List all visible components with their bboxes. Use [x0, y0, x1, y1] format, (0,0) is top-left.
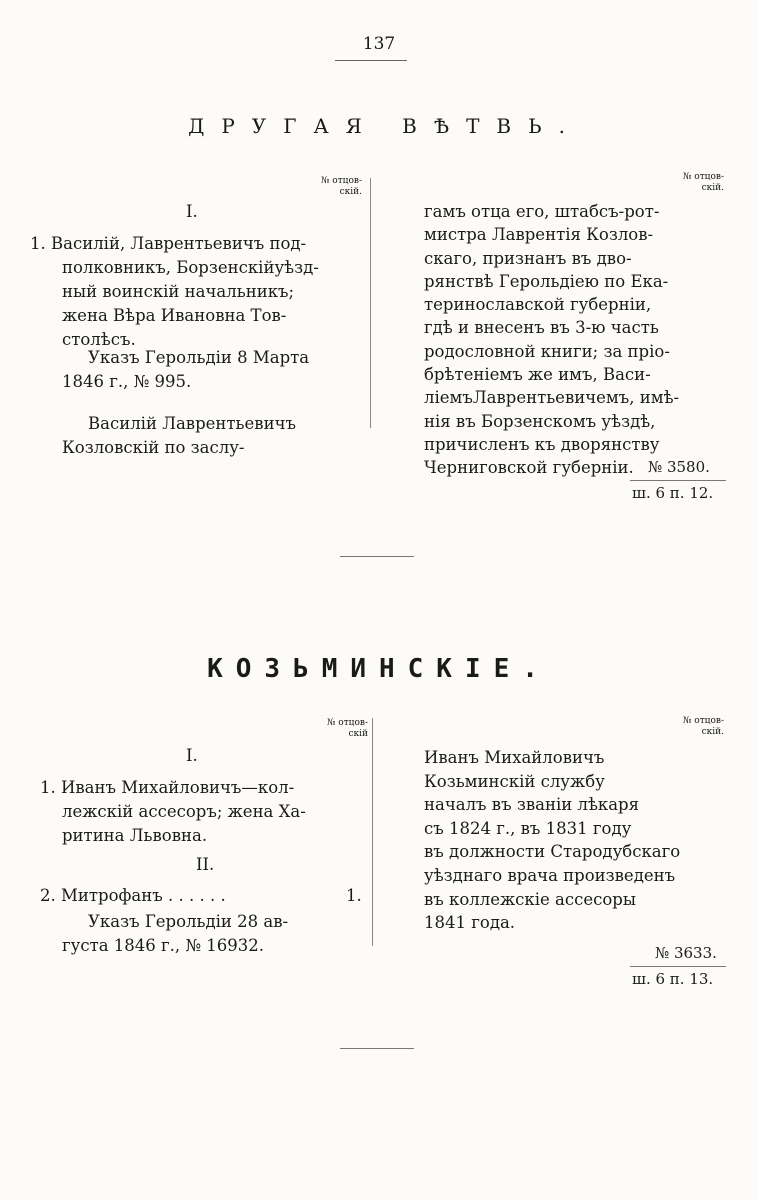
left-column-text: Василій Лаврентьевичъ Козловскій по заслу-: [62, 414, 296, 457]
archive-rule: [630, 480, 726, 481]
section-heading-kozminskie: КОЗЬМИНСКІЕ.: [207, 654, 551, 684]
top-rule: [335, 60, 407, 61]
generation-numeral: I.: [186, 746, 198, 765]
right-column-text: Иванъ Михайловичъ Козьминскій службу началъ въ званіи лѣкаря съ 1824 г., въ 1831 году въ должности Стародубскаго уѣзднаго врача произведенъ въ коллежскіе ассесоры 1841 года.: [424, 748, 681, 933]
archive-number: № 3580.: [648, 458, 710, 476]
column-header-right: № отцов- скій.: [682, 716, 724, 737]
generation-numeral: I.: [186, 202, 198, 221]
decree-reference: Указъ Герольдіи 28 ав- густа 1846 г., № 16932.: [62, 912, 289, 955]
genealogy-entry-name: 2. Митрофанъ . . . . . .: [40, 886, 226, 905]
archive-rule: [630, 966, 726, 967]
right-column-text: гамъ отца его, штабсъ-рот- мистра Лаврентія Козлов- скаго, признанъ въ дво- рянствѣ Герольдіею по Ека- теринославской губерніи, гдѣ и внесенъ въ 3-ю часть родословной книги; за пріо- брѣтеніемъ же имъ, Васи- ліемъЛаврентьевичемъ, имѣ- нія въ Борзенскомъ уѣздѣ, причисленъ къ дворянству Черниговской губерніи.: [424, 202, 680, 478]
generation-numeral: II.: [196, 855, 215, 874]
section-separator: [340, 1048, 414, 1049]
genealogy-entry: 1. Василій, Лаврентьевичъ под- полковникъ, Борзенскійуѣзд- ный воинскій начальникъ; жена Вѣра Ивановна Тов- столѣсъ.: [30, 234, 319, 349]
column-header-left: № отцов- скій.: [320, 176, 362, 197]
section-separator: [340, 556, 414, 557]
page-number: 137: [362, 34, 396, 54]
father-number: 1.: [346, 886, 362, 905]
column-header-left: № отцов- скій: [326, 718, 368, 739]
genealogy-entry: 1. Иванъ Михайловичъ—кол- лежскій ассесоръ; жена Ха- ритина Львовна.: [40, 778, 306, 845]
archive-shelf: ш. 6 п. 13.: [632, 970, 714, 988]
decree-reference: Указъ Герольдіи 8 Марта 1846 г., № 995.: [62, 348, 310, 391]
column-divider: [372, 718, 373, 946]
section-heading-other-branch: ДРУГАЯ ВѢТВЬ.: [188, 114, 582, 138]
archive-shelf: ш. 6 п. 12.: [632, 484, 714, 502]
archive-number: № 3633.: [655, 944, 717, 962]
column-divider: [370, 178, 371, 428]
column-header-right: № отцов- скій.: [682, 172, 724, 193]
